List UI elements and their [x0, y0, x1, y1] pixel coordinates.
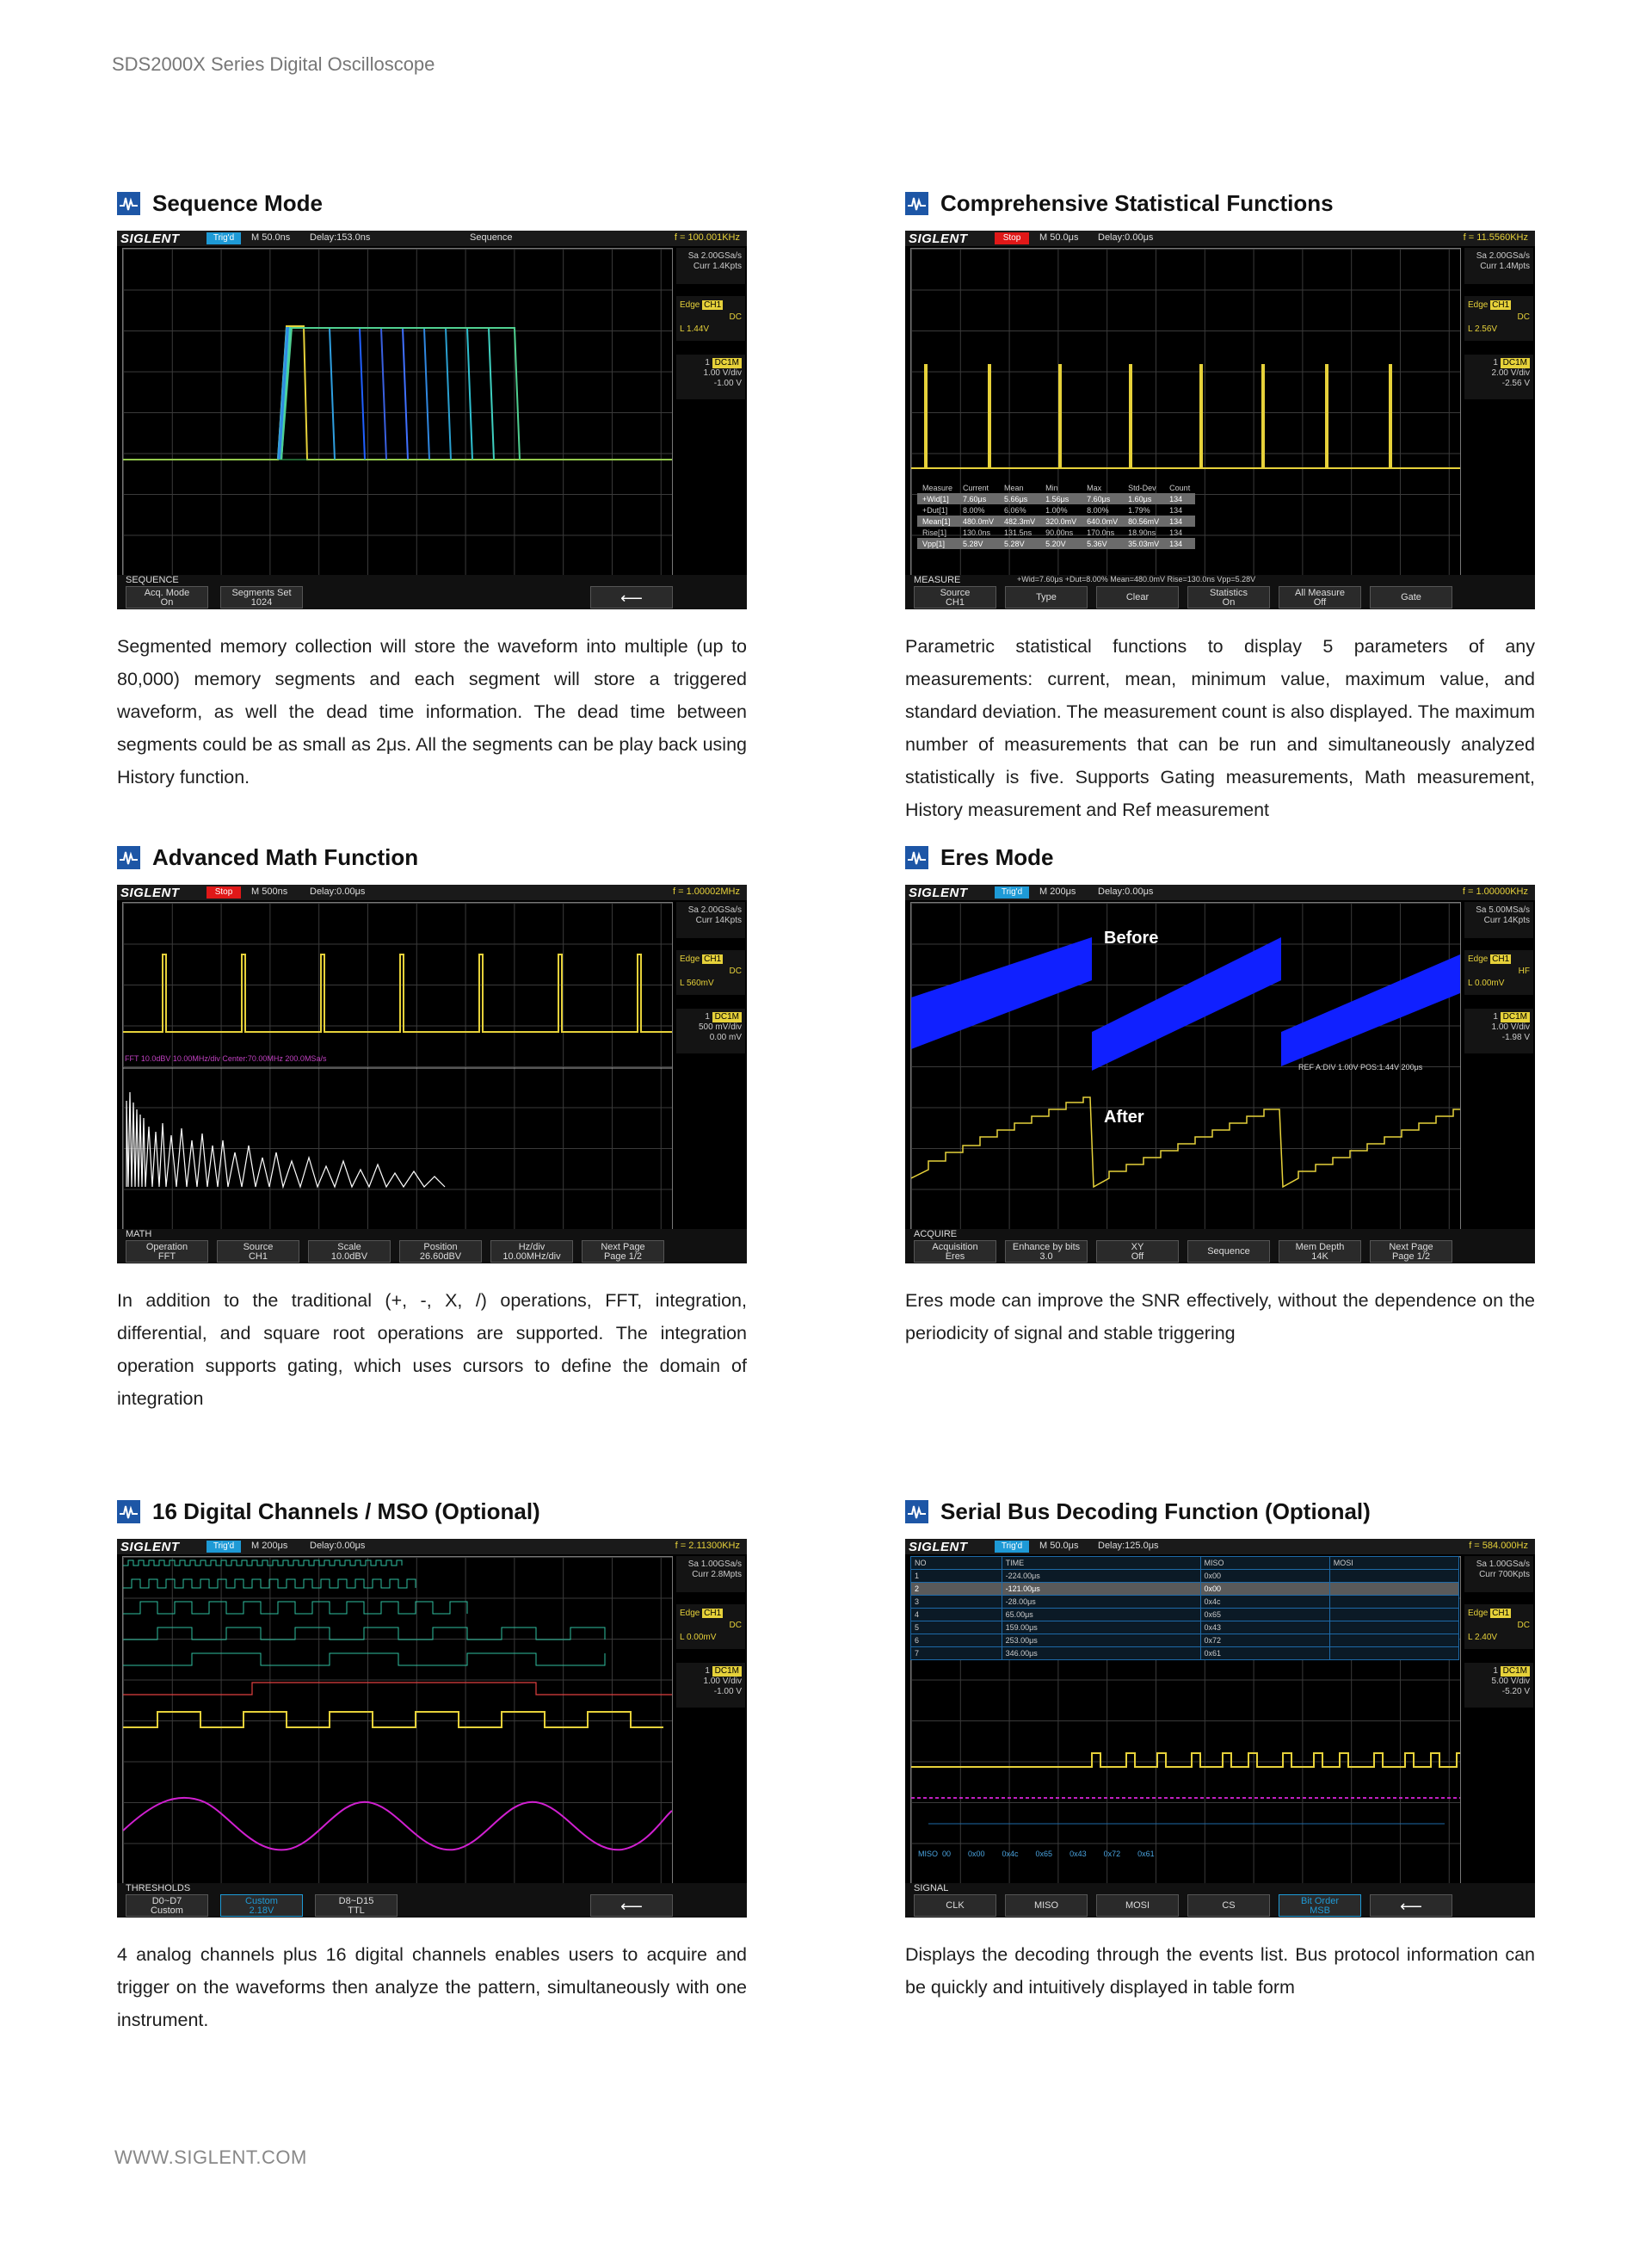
trigger-state: Trig'd	[206, 232, 241, 244]
trigger-state: Trig'd	[995, 1541, 1029, 1553]
scope-screenshot	[117, 231, 747, 609]
sample-rate-block	[1464, 902, 1533, 938]
sequence-button[interactable]: Sequence	[1187, 1240, 1270, 1263]
sample-rate: Sa 5.00MSa/s	[1476, 905, 1530, 915]
softkey-menu	[905, 575, 1535, 609]
memory-depth: Curr 700Kpts	[1479, 1570, 1530, 1579]
delay: Delay:0.00μs	[1098, 886, 1154, 897]
trigger-state: Stop	[995, 232, 1029, 244]
channel-offset: -1.98 V	[1501, 1033, 1530, 1042]
trigger-block	[676, 950, 745, 995]
trigger-type: Edge	[680, 1609, 700, 1618]
gate-button[interactable]: Gate	[1370, 586, 1452, 608]
section-title	[117, 840, 747, 874]
timebase: M 50.0ns	[251, 232, 291, 243]
fft-label: FFT 10.0dBV 10.00MHz/div Center:70.00MHz 200.0MSa/s	[125, 1054, 327, 1063]
section-description: 4 analog channels plus 16 digital channels enables users to acquire and trigger on the waveforms then analyze the pattern, simultaneously with one instrument.	[117, 1944, 747, 2030]
frequency-readout: f = 584.000Hz	[1469, 1541, 1528, 1551]
channel-coupling: DC1M	[1501, 1012, 1530, 1022]
sample-rate-block	[676, 902, 745, 938]
section-heading: Advanced Math Function	[152, 843, 419, 870]
delay: Delay:0.00μs	[1098, 232, 1154, 243]
trigger-level: L 1.44V	[680, 324, 710, 334]
memory-depth: Curr 2.8Mpts	[692, 1570, 742, 1579]
digital-waveforms	[123, 1557, 672, 1884]
segment-waveforms	[123, 249, 672, 576]
section-heading: Sequence Mode	[152, 189, 323, 216]
menu-name: MEASURE	[914, 575, 961, 585]
d8-d15-button[interactable]: D8~D15 TTL	[315, 1894, 398, 1917]
menu-name: ACQUIRE	[914, 1229, 958, 1239]
section-sequence-mode	[117, 186, 747, 794]
next-page-button[interactable]: Next Page Page 1/2	[1370, 1240, 1452, 1263]
side-panel	[676, 1556, 745, 1883]
section-description: Displays the decoding through the events list. Bus protocol information can be quickly and intuitively displayed in table form	[905, 1944, 1535, 1998]
trigger-coupling: HF	[1518, 967, 1530, 976]
timebase: M 200μs	[1039, 886, 1076, 897]
section-title	[117, 1494, 747, 1529]
waveform-grid	[122, 902, 673, 1231]
clk-button[interactable]: CLK	[914, 1894, 996, 1917]
channel-block	[676, 1009, 745, 1053]
side-panel	[1464, 902, 1533, 1229]
frequency-readout: f = 11.5560KHz	[1463, 232, 1528, 243]
frequency-readout: f = 1.00002MHz	[673, 886, 740, 897]
scope-screenshot	[117, 885, 747, 1263]
side-panel	[676, 902, 745, 1229]
source-button[interactable]: Source CH1	[217, 1240, 299, 1263]
section-description: Segmented memory collection will store the waveform into multiple (up to 80,000) memory segments and each segment will store a triggered waveform, as well the dead time information. The dead time between segments could be as small as 2μs. All the segments can be play back using History function.	[117, 636, 747, 787]
channel-number: 1	[1493, 358, 1498, 367]
channel-number: 1	[705, 358, 710, 367]
softkey-menu	[905, 1229, 1535, 1263]
waveform-icon	[905, 1500, 928, 1523]
trigger-coupling: DC	[729, 312, 742, 322]
channel-offset: -2.56 V	[1501, 379, 1530, 388]
statistics-table: Measure Current Mean Min Max Std-Dev Count +Wid[1] 7.60μs 5.66μs 1.56μs 7.60μs 1.60μs 134 +Dut[1] 8.00% 6.06% 1.00% 8.00% 1.79% 134 Mean[1] 480.0mV 482.3mV 320.0mV 640.0mV 80.56mV 134 Rise[1] 130.0ns 131.5ns 90.00ns 170.0ns 18.90ns 134 Vpp[1] 5.28V 5.28V 5.20V 5.36V 35.03mV 134	[917, 482, 1195, 549]
bus-decode-label: MISO 00 0x00 0x4c 0x65 0x43 0x72 0x61	[918, 1850, 1155, 1858]
frequency-readout: f = 1.00000KHz	[1462, 886, 1528, 897]
trigger-level: L 2.56V	[1468, 324, 1498, 334]
table-row[interactable]: 3 -28.00μs 0x4c	[911, 1596, 1459, 1609]
scope-screenshot	[905, 885, 1535, 1263]
channel-number: 1	[705, 1666, 710, 1676]
cs-button[interactable]: CS	[1187, 1894, 1270, 1917]
section-description: In addition to the traditional (+, -, X, /) operations, FFT, integration, differential, and square root operations are supported. The integration operation supports gating, which uses cursors to define the domain of integration	[117, 1290, 747, 1409]
trigger-state: Stop	[206, 886, 241, 899]
section-title	[905, 1494, 1535, 1529]
status-bar	[117, 885, 747, 900]
trigger-source: CH1	[1492, 1609, 1510, 1618]
trigger-coupling: DC	[1517, 1621, 1530, 1630]
scope-screenshot	[905, 1539, 1535, 1918]
trigger-block	[676, 1604, 745, 1649]
bit-order-button[interactable]: Bit Order MSB	[1279, 1894, 1361, 1917]
volts-per-div: 1.00 V/div	[1491, 1022, 1530, 1032]
trigger-type: Edge	[1468, 1609, 1489, 1618]
volts-per-div: 2.00 V/div	[1491, 368, 1530, 378]
acq-mode-button[interactable]: Acq. Mode On	[126, 586, 208, 608]
channel-coupling: DC1M	[1501, 1666, 1530, 1677]
before-label: Before	[1104, 929, 1159, 948]
waveform-grid	[122, 1556, 673, 1885]
section-description: Eres mode can improve the SNR effectively, without the dependence on the periodicity of signal and stable triggering	[905, 1290, 1535, 1343]
table-row[interactable]: 5 159.00μs 0x43	[911, 1621, 1459, 1634]
trigger-state: Trig'd	[995, 886, 1029, 899]
channel-coupling: DC1M	[1501, 358, 1530, 368]
trigger-source: CH1	[704, 954, 722, 964]
math-waveforms	[123, 903, 672, 1230]
volts-per-div: 500 mV/div	[698, 1022, 742, 1032]
position-button[interactable]: Position 26.60dBV	[399, 1240, 482, 1263]
memory-depth: Curr 1.4Mpts	[1480, 262, 1530, 271]
reference-label: REF A:DIV 1.00V POS:1.44V 200μs	[1298, 1063, 1423, 1072]
clear-button[interactable]: Clear	[1096, 586, 1179, 608]
status-bar	[905, 231, 1535, 246]
table-row: Rise[1] 130.0ns 131.5ns 90.00ns 170.0ns 18.90ns 134	[922, 528, 1183, 537]
timebase: M 50.0μs	[1039, 1541, 1079, 1551]
timebase: M 500ns	[251, 886, 288, 897]
trigger-block	[676, 296, 745, 341]
trigger-block	[1464, 296, 1533, 341]
siglent-logo: SIGLENT	[120, 232, 180, 246]
trigger-level: L 560mV	[680, 979, 714, 988]
siglent-logo: SIGLENT	[909, 886, 968, 900]
waveform-icon	[905, 846, 928, 869]
statistics-button[interactable]: Statistics On	[1187, 586, 1270, 608]
d0-d7-button[interactable]: D0~D7 Custom	[126, 1894, 208, 1917]
waveform-grid	[910, 902, 1461, 1231]
status-bar	[117, 1539, 747, 1554]
source-button[interactable]: Source CH1	[914, 586, 996, 608]
menu-name: SEQUENCE	[126, 575, 179, 585]
trigger-source: CH1	[1492, 954, 1510, 964]
channel-number: 1	[705, 1012, 710, 1022]
table-row: Vpp[1] 5.28V 5.28V 5.20V 5.36V 35.03mV 134	[917, 538, 1195, 549]
channel-number: 1	[1493, 1012, 1498, 1022]
trigger-block	[1464, 1604, 1533, 1649]
channel-offset: -1.00 V	[713, 1687, 742, 1696]
channel-coupling: DC1M	[712, 1012, 742, 1022]
channel-offset: -1.00 V	[713, 379, 742, 388]
timebase: M 50.0μs	[1039, 232, 1079, 243]
frequency-readout: f = 2.11300KHz	[675, 1541, 740, 1551]
siglent-logo: SIGLENT	[909, 232, 968, 246]
back-arrow-icon[interactable]: ⟵	[590, 586, 673, 608]
sample-rate-block	[1464, 1556, 1533, 1592]
trigger-coupling: DC	[729, 1621, 742, 1630]
back-arrow-icon[interactable]: ⟵	[1370, 1894, 1452, 1917]
channel-coupling: DC1M	[712, 358, 742, 368]
status-bar	[117, 231, 747, 246]
sample-rate: Sa 2.00GSa/s	[687, 905, 742, 915]
trigger-type: Edge	[680, 954, 700, 964]
section-title	[117, 186, 747, 220]
after-label: After	[1104, 1108, 1144, 1127]
sample-rate: Sa 2.00GSa/s	[687, 251, 742, 261]
back-arrow-icon[interactable]: ⟵	[590, 1894, 673, 1917]
section-eres-mode	[905, 840, 1535, 1350]
section-heading: 16 Digital Channels / MSO (Optional)	[152, 1498, 540, 1524]
type-button[interactable]: Type	[1005, 586, 1088, 608]
trigger-type: Edge	[1468, 954, 1489, 964]
volts-per-div: 1.00 V/div	[703, 1677, 742, 1686]
volts-per-div: 5.00 V/div	[1491, 1677, 1530, 1686]
document-header: SDS2000X Series Digital Oscilloscope	[112, 53, 435, 75]
mode-label: Sequence	[470, 232, 513, 243]
channel-block	[1464, 355, 1533, 399]
channel-block	[1464, 1663, 1533, 1708]
footer-url: WWW.SIGLENT.COM	[114, 2146, 307, 2168]
section-description: Parametric statistical functions to display 5 parameters of any measurements: current, mean, minimum value, maximum value, and standard deviation. The measurement count is also displayed. The maximum number of measurements that can be run and simultaneously analyzed statistically is five. Supports Gating measurements, Math measurement, History measurement and Ref measurement	[905, 636, 1535, 820]
softkey-menu	[117, 1229, 747, 1263]
menu-name: SIGNAL	[914, 1883, 949, 1893]
sample-rate-block	[676, 1556, 745, 1592]
delay: Delay:0.00μs	[310, 886, 366, 897]
scope-screenshot	[905, 231, 1535, 609]
softkey-menu	[905, 1883, 1535, 1918]
siglent-logo: SIGLENT	[120, 886, 180, 900]
table-row[interactable]: 1 -224.00μs 0x00	[911, 1570, 1459, 1583]
waveform-icon	[117, 1500, 140, 1523]
acquisition-button[interactable]: Acquisition Eres	[914, 1240, 996, 1263]
channel-coupling: DC1M	[712, 1666, 742, 1677]
trigger-block	[1464, 950, 1533, 995]
miso-button[interactable]: MISO	[1005, 1894, 1088, 1917]
siglent-logo: SIGLENT	[909, 1540, 968, 1554]
trigger-level: L 0.00mV	[1468, 979, 1505, 988]
channel-block	[1464, 1009, 1533, 1053]
trigger-source: CH1	[1492, 300, 1510, 310]
section-heading: Serial Bus Decoding Function (Optional)	[940, 1498, 1371, 1524]
waveform-icon	[905, 192, 928, 215]
channel-number: 1	[1493, 1666, 1498, 1676]
trigger-source: CH1	[704, 1609, 722, 1618]
volts-per-div: 1.00 V/div	[703, 368, 742, 378]
trigger-source: CH1	[704, 300, 722, 310]
mem-depth-button[interactable]: Mem Depth 14K	[1279, 1240, 1361, 1263]
status-bar	[905, 885, 1535, 900]
decode-events-table: NO TIME MISO MOSI 1 -224.00μs 0x00 2 -121.00μs 0x00 3 -28.00μs 0x4c 4 65.00μs 0x65 5 159.00μs 0x43 6 253.00μs 0x72 7 346.00μs 0x61	[910, 1556, 1459, 1660]
table-row[interactable]: 2 -121.00μs 0x00	[911, 1583, 1459, 1596]
siglent-logo: SIGLENT	[120, 1540, 180, 1554]
section-advanced-math	[117, 840, 747, 1415]
section-heading: Eres Mode	[940, 843, 1054, 870]
status-bar	[905, 1539, 1535, 1554]
section-statistical-functions	[905, 186, 1535, 826]
menu-name: THRESHOLDS	[126, 1883, 191, 1893]
sample-rate: Sa 2.00GSa/s	[1476, 251, 1530, 261]
softkey-menu	[117, 1883, 747, 1918]
delay: Delay:125.0μs	[1098, 1541, 1159, 1551]
trigger-level: L 0.00mV	[680, 1633, 717, 1642]
table-row[interactable]: 7 346.00μs 0x61	[911, 1647, 1459, 1660]
waveform-icon	[117, 192, 140, 215]
side-panel	[1464, 1556, 1533, 1883]
memory-depth: Curr 1.4Kpts	[693, 262, 742, 271]
waveform-icon	[117, 846, 140, 869]
scope-screenshot	[117, 1539, 747, 1918]
memory-depth: Curr 14Kpts	[1483, 916, 1530, 925]
trigger-type: Edge	[680, 300, 700, 310]
segments-set-button[interactable]: Segments Set 1024	[220, 586, 303, 608]
channel-offset: -5.20 V	[1501, 1687, 1530, 1696]
custom-threshold-button[interactable]: Custom 2.18V	[220, 1894, 303, 1917]
section-title	[905, 186, 1535, 220]
section-title	[905, 840, 1535, 874]
table-row: +Wid[1] 7.60μs 5.66μs 1.56μs 7.60μs 1.60μs 134	[917, 493, 1195, 504]
scale-button[interactable]: Scale 10.0dBV	[308, 1240, 391, 1263]
measurement-readout: +Wid=7.60μs +Dut=8.00% Mean=480.0mV Rise=130.0ns Vpp=5.28V	[1017, 575, 1256, 584]
trigger-coupling: DC	[1517, 312, 1530, 322]
sample-rate: Sa 1.00GSa/s	[687, 1560, 742, 1569]
table-row[interactable]: 4 65.00μs 0x65	[911, 1609, 1459, 1621]
trigger-type: Edge	[1468, 300, 1489, 310]
table-row: Mean[1] 480.0mV 482.3mV 320.0mV 640.0mV 80.56mV 134	[917, 516, 1195, 527]
sample-rate-block	[1464, 248, 1533, 284]
section-serial-bus-decoding	[905, 1494, 1535, 2004]
hz-div-button[interactable]: Hz/div 10.00MHz/div	[490, 1240, 573, 1263]
trigger-state: Trig'd	[206, 1541, 241, 1553]
delay: Delay:0.00μs	[310, 1541, 366, 1551]
section-digital-channels	[117, 1494, 747, 2036]
channel-block	[676, 355, 745, 399]
xy-button[interactable]: XY Off	[1096, 1240, 1179, 1263]
section-heading: Comprehensive Statistical Functions	[940, 189, 1334, 216]
frequency-readout: f = 100.001KHz	[674, 232, 740, 243]
all-measure-button[interactable]: All Measure Off	[1279, 586, 1361, 608]
softkey-menu	[117, 575, 747, 609]
operation-button[interactable]: Operation FFT	[126, 1240, 208, 1263]
channel-offset: 0.00 mV	[709, 1033, 742, 1042]
side-panel	[676, 248, 745, 575]
table-row: +Dut[1] 8.00% 6.06% 1.00% 8.00% 1.79% 134	[922, 505, 1183, 515]
delay: Delay:153.0ns	[310, 232, 371, 243]
channel-block	[676, 1663, 745, 1708]
sample-rate: Sa 1.00GSa/s	[1476, 1560, 1530, 1569]
mosi-button[interactable]: MOSI	[1096, 1894, 1179, 1917]
enhance-bits-button[interactable]: Enhance by bits 3.0	[1005, 1240, 1088, 1263]
memory-depth: Curr 14Kpts	[695, 916, 742, 925]
next-page-button[interactable]: Next Page Page 1/2	[582, 1240, 664, 1263]
menu-name: MATH	[126, 1229, 152, 1239]
trigger-level: L 2.40V	[1468, 1633, 1498, 1642]
timebase: M 200μs	[251, 1541, 288, 1551]
trigger-coupling: DC	[729, 967, 742, 976]
table-row[interactable]: 6 253.00μs 0x72	[911, 1634, 1459, 1647]
waveform-grid	[122, 248, 673, 577]
sample-rate-block	[676, 248, 745, 284]
side-panel	[1464, 248, 1533, 575]
